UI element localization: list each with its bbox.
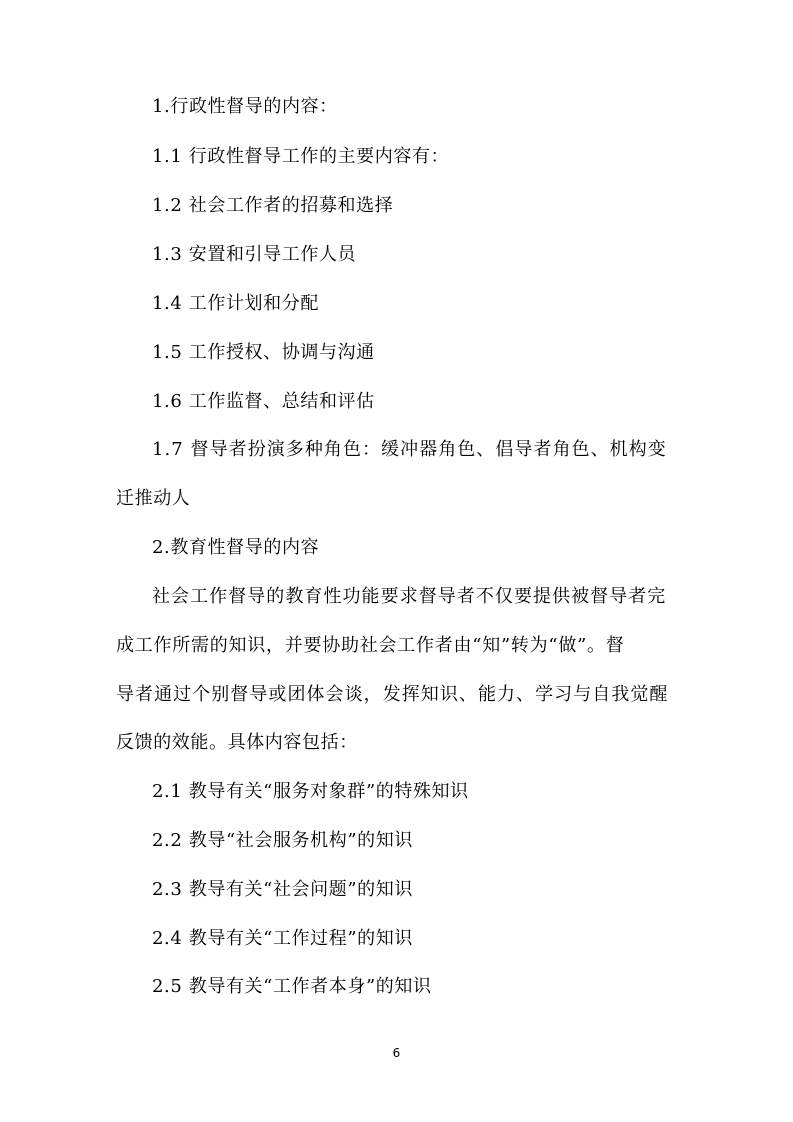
paragraph-line-3: 导者通过个别督导或团体会谈，发挥知识、能力、学习与自我觉醒 — [116, 684, 669, 705]
list-item-2-1: 2.1 教导有关“服务对象群”的特殊知识 — [152, 781, 469, 802]
list-item-1-3: 1.3 安置和引导工作人员 — [152, 244, 357, 265]
list-item-2-2: 2.2 教导“社会服务机构”的知识 — [152, 830, 413, 851]
list-item-1-4: 1.4 工作计划和分配 — [152, 293, 319, 314]
page-number: 6 — [392, 1046, 401, 1060]
list-item-2-4: 2.4 教导有关“工作过程”的知识 — [152, 928, 413, 949]
list-item-1-7: 1.7 督导者扮演多种角色：缓冲器角色、倡导者角色、机构变 — [152, 439, 667, 460]
list-item-2-5: 2.5 教导有关“工作者本身”的知识 — [152, 976, 432, 997]
paragraph-line-2: 成工作所需的知识，并要协助社会工作者由“知”转为“做”。督 — [116, 635, 625, 656]
list-item-1-6: 1.6 工作监督、总结和评估 — [152, 391, 375, 412]
heading-administrative-supervision: 1.行政性督导的内容： — [152, 96, 338, 117]
paragraph-line-4: 反馈的效能。具体内容包括： — [116, 732, 358, 753]
paragraph-line-1: 社会工作督导的教育性功能要求督导者不仅要提供被督导者完 — [152, 586, 667, 607]
list-item-1-1: 1.1 行政性督导工作的主要内容有： — [152, 146, 450, 167]
list-item-1-2: 1.2 社会工作者的招募和选择 — [152, 195, 394, 216]
heading-educational-supervision: 2.教育性督导的内容 — [152, 537, 320, 558]
list-item-2-3: 2.3 教导有关“社会问题”的知识 — [152, 879, 413, 900]
list-item-1-5: 1.5 工作授权、协调与沟通 — [152, 342, 375, 363]
list-item-1-7-continued: 迁推动人 — [116, 488, 191, 509]
